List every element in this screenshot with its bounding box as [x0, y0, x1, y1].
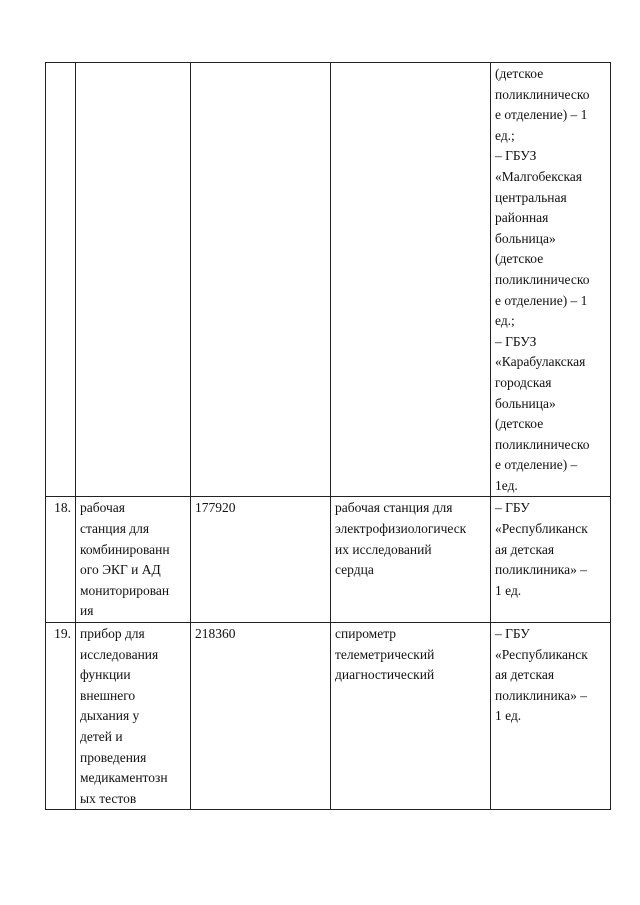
equipment-code: 177920	[191, 497, 331, 623]
equipment-name	[76, 63, 191, 497]
equipment-name: рабочая станция для комбинированн ого ЭКГ и АД мониторирован ия	[76, 497, 191, 623]
table-row-18	[46, 497, 611, 623]
row-number	[46, 63, 76, 497]
equipment-description: спирометр телеметрический диагностический	[331, 623, 491, 810]
row-number: 18.	[46, 497, 76, 623]
table-row-19	[46, 623, 611, 810]
equipment-description: рабочая станция для электрофизиологическ их исследований сердца	[331, 497, 491, 623]
recipient-organizations: – ГБУ «Республиканск ая детская поликлиника» – 1 ед.	[491, 623, 611, 810]
equipment-description	[331, 63, 491, 497]
equipment-code	[191, 63, 331, 497]
recipient-organizations: – ГБУ «Республиканск ая детская поликлиника» – 1 ед.	[491, 497, 611, 623]
equipment-table	[45, 62, 611, 810]
table-row-continued	[46, 63, 611, 497]
equipment-name: прибор для исследования функции внешнего дыхания у детей и проведения медикаментозн ых тестов	[76, 623, 191, 810]
recipient-organizations: (детское поликлиническо е отделение) – 1 ед.; – ГБУЗ «Малгобекская центральная районная больница» (детское поликлиническо е отделение) – 1 ед.; – ГБУЗ «Карабулакская городская больница» (детское поликлиническо е отделение) – 1ед.	[491, 63, 611, 497]
row-number: 19.	[46, 623, 76, 810]
equipment-code: 218360	[191, 623, 331, 810]
